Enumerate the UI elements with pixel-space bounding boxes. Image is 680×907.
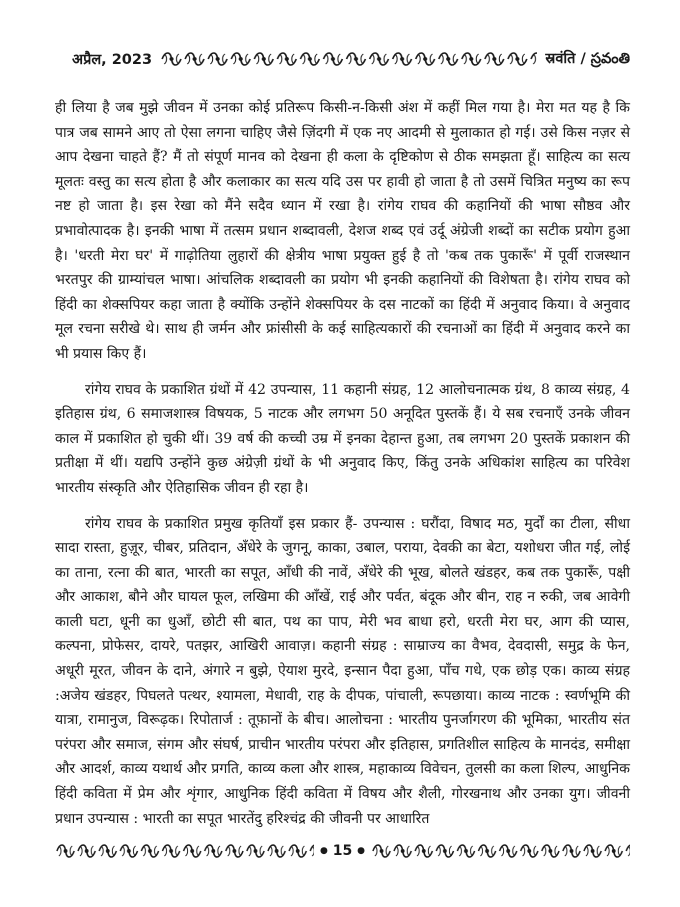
paragraph-1: ही लिया है जब मुझे जीवन में उनका कोई प्रतिरूप किसी-न-किसी अंश में कहीं मिल गया है। मेरा मत यह है कि पात्र जब सामने आए तो ऐसा लगना चाहिए जैसे ज़िंदगी में एक नए आदमी से मुलाकात हो गई। उसे किस नज़र से आप देखना चाहते हैं? मैं तो संपूर्ण मानव को देखना ही कला के दृष्टिकोण से ठीक समझता हूँ। साहित्य का सत्य मूलतः वस्तु का सत्य होता है और कलाकार का सत्य यदि उस पर हावी हो जाता है तो उसमें चित्रित मनुष्य का रूप नष्ट हो जाता है। इस रेखा को मैंने सदैव ध्यान में रखा है। रांगेय राघव की कहानियों की भाषा सौष्ठव और प्रभावोत्पादक है। इनकी भाषा में तत्सम प्रधान शब्दावली, देशज शब्द एवं उर्दू अंग्रेजी शब्दों का सटीक प्रयोग हुआ है। 'धरती मेरा घर' में गाढ़ोतिया लुहारों की क्षेत्रीय भाषा प्रयुक्त हुई है तो 'कब तक पुकारूँ' में पूर्वी राजस्थान भरतपुर की ग्राम्यांचल भाषा। आंचलिक शब्दावली का प्रयोग भी इनकी कहानियों की विशेषता है। रांगेय राघव को हिंदी का शेक्सपियर कहा जाता है क्योंकि उन्होंने शेक्सपियर के दस नाटकों का हिंदी में अनुवाद किया। वे अनुवाद मूल रचना सरीखे थे। साथ ही जर्मन और फ्रांसीसी के कई साहित्यकारों की रचनाओं का हिंदी में अनुवाद करने का भी प्रयास किए हैं। [55,100,630,362]
paragraph-3: रांगेय राघव के प्रकाशित प्रमुख कृतियाँ इस प्रकार हैं- उपन्यास : घरौंदा, विषाद मठ, मुर्दों का टीला, सीधा सादा रास्ता, हुज़ूर, चीबर, प्रतिदान, अँधेरे के जुगनू, काका, उबाल, पराया, देवकी का बेटा, यशोधरा जीत गई, लोई का ताना, रत्ना की बात, भारती का सपूत, आँधी की नावें, अँधेरे की भूख, बोलते खंडहर, कब तक पुकारूँ, पक्षी और आकाश, बौने और घायल फूल, लखिमा की आँखें, राई और पर्वत, बंदूक और बीन, राह न रुकी, जब आवेगी काली घटा, धूनी का धुआँ, छोटी सी बात, पथ का पाप, मेरी भव बाधा हरो, धरती मेरा घर, आग की प्यास, कल्पना, प्रोफेसर, दायरे, पतझर, आखिरी आवाज़। कहानी संग्रह : साम्राज्य का वैभव, देवदासी, समुद्र के फेन, अधूरी मूरत, जीवन के दाने, अंगारे न बुझे, ऐयाश मुरदे, इन्सान पैदा हुआ, पाँच गधे, एक छोड़ एक। काव्य संग्रह :अजेय खंडहर, पिघलते पत्थर, श्यामला, मेधावी, राह के दीपक, पांचाली, रूपछाया। काव्य नाटक : स्वर्णभूमि की यात्रा, रामानुज, विरूढ़क। रिपोतार्ज : तूफ़ानों के बीच। आलोचना : भारतीय पुनर्जागरण की भूमिका, भारतीय संत परंपरा और समाज, संगम और संघर्ष, प्राचीन भारतीय परंपरा और इतिहास, प्रगतिशील साहित्य के मानदंड, समीक्षा और आदर्श, काव्य यथार्थ और प्रगति, काव्य कला और शास्त्र, महाकाव्य विवेचन, तुलसी का कला शिल्प, आधुनिक हिंदी कविता में प्रेम और शृंगार, आधुनिक हिंदी कविता में विषय और शैली, गोरखनाथ और उनका युग। जीवनी प्रधान उपन्यास : भारती का सपूत भारतेंदु हरिश्चंद्र की जीवनी पर आधारित [55,515,630,827]
paragraph-2: रांगेय राघव के प्रकाशित ग्रंथों में 42 उपन्यास, 11 कहानी संग्रह, 12 आलोचनात्मक ग्रंथ, 8 काव्य संग्रह, 4 इतिहास ग्रंथ, 6 समाजशास्त्र विषयक, 5 नाटक और लगभग 50 अनूदित पुस्तकें हैं। ये सब रचनाएँ उनके जीवन काल में प्रकाशित हो चुकी थीं। 39 वर्ष की कच्ची उम्र में इनका देहान्त हुआ, तब लगभग 20 पुस्तकें प्रकाशन की प्रतीक्षा में थीं। यद्यपि उन्होंने कुछ अंग्रेज़ी ग्रंथों के भी अनुवाद किए, किंतु उनके अधिकांश साहित्य का परिवेश भारतीय संस्कृति और ऐतिहासिक जीवन ही रहा है। [55,381,630,496]
header-ornament [160,48,537,70]
article-body [55,96,630,842]
page-footer [55,838,630,864]
page-header [72,44,630,74]
footer-ornament-left [55,840,314,862]
page-number: 15 [332,843,353,859]
page-number-wrapper [314,843,371,859]
magazine-title: स्रवंति / స్రవంతి [545,50,630,67]
dot-icon: ● [320,846,328,856]
issue-date: अप्रैल, 2023 [72,52,153,68]
dot-icon: ● [357,846,365,856]
footer-ornament-right [371,840,630,862]
